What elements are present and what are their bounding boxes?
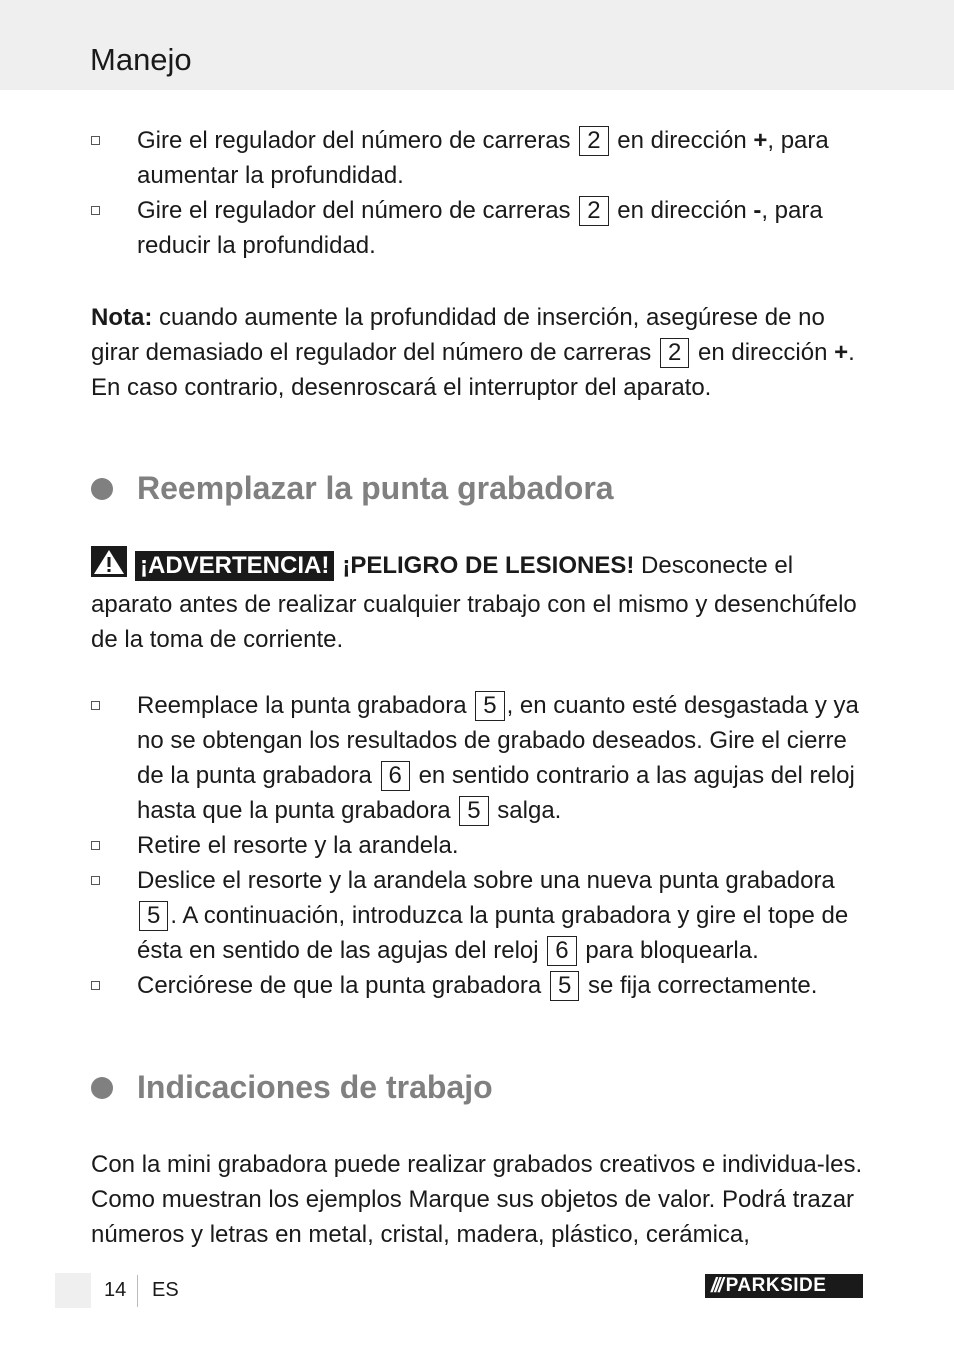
part-ref: 5 [550,971,579,1001]
depth-steps [91,123,866,263]
replace-steps [91,688,866,1003]
checkbox-bullet-icon [91,981,100,990]
part-ref: 5 [475,691,504,721]
list-item: Gire el regulador del número de carreras 2 en dirección +, para aumentar la profundidad. [91,123,866,193]
note-label: Nota: [91,304,153,331]
warning-triangle-icon [91,546,127,587]
bullet-dot-icon [91,478,113,500]
brand-name: PARKSIDE [725,1275,827,1296]
part-ref: 6 [381,761,410,791]
list-item: Gire el regulador del número de carreras 2 en dirección -, para reducir la profundidad. [91,193,866,263]
list-item: Deslice el resorte y la arandela sobre una nueva punta grabadora 5 . A continuación, introduzca la punta grabadora y gire el tope de ésta en sentido de las agujas del reloj 6 para bloquearla. [91,863,866,968]
warning-strong: ¡PELIGRO DE LESIONES! [342,552,635,579]
checkbox-bullet-icon [91,206,100,215]
part-ref: 2 [660,338,689,368]
warning-label: ¡ADVERTENCIA! [135,551,334,581]
part-ref: 2 [579,126,608,156]
page-title: Manejo [90,42,192,77]
checkbox-bullet-icon [91,876,100,885]
section-heading: Reemplazar la punta grabadora [91,470,614,507]
checkbox-bullet-icon [91,136,100,145]
part-ref: 5 [459,796,488,826]
work-paragraph: Con la mini grabadora puede realizar grabados creativos e individua-les. Como muestran los ejemplos Marque sus objetos de valor. Podrá trazar números y letras en metal, cristal, madera, plástico, cerámica, [91,1151,863,1248]
direction-sign: + [753,127,768,154]
part-ref: 2 [579,196,608,226]
note-paragraph: Nota: cuando aumente la profundidad de inserción, asegúrese de no girar demasiado el regulador del número de carreras 2 en dirección +. En caso contrario, desenroscará el interruptor del aparato. [91,304,855,401]
footer-tab [55,1273,91,1308]
checkbox-bullet-icon [91,841,100,850]
list-item: Retire el resorte y la arandela. [91,828,866,863]
section-heading: Indicaciones de trabajo [91,1069,493,1106]
part-ref: 5 [139,901,168,931]
checkbox-bullet-icon [91,701,100,710]
parkside-logo [705,1274,863,1298]
list-item: Reemplace la punta grabadora 5 , en cuanto esté desgastada y ya no se obtengan los resultados de grabado deseados. Gire el cierre de la punta grabadora 6 en sentido contrario a las agujas del reloj hasta que la punta grabadora 5 salga. [91,688,866,828]
brand-slashes: /// [711,1274,722,1297]
page-number: 14 [104,1279,127,1301]
footer-divider [137,1275,138,1307]
language-code: ES [152,1279,179,1301]
list-item: Cerciórese de que la punta grabadora 5 se fija correctamente. [91,968,866,1003]
warning-paragraph: ¡ADVERTENCIA! ¡PELIGRO DE LESIONES! Desconecte el aparato antes de realizar cualquier trabajo con el mismo y desenchúfelo de la toma de corriente. [91,546,866,657]
direction-sign: + [834,339,849,366]
part-ref: 6 [547,936,576,966]
bullet-dot-icon [91,1077,113,1099]
direction-sign: - [753,197,762,224]
